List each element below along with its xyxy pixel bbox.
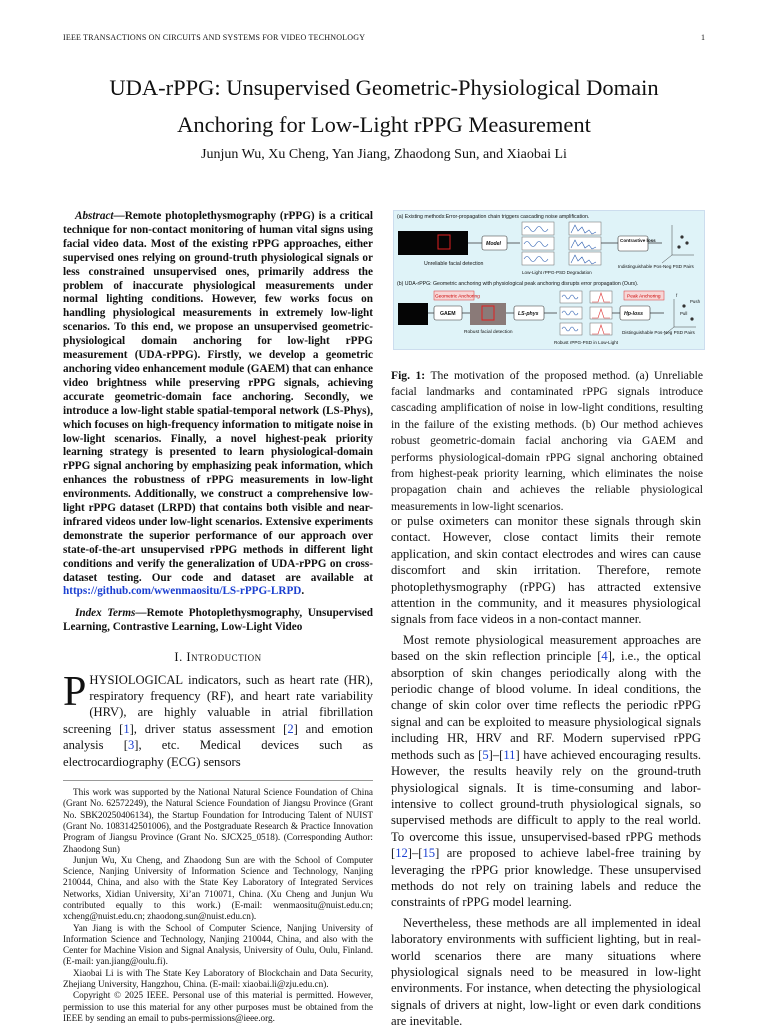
citation-link[interactable]: 3 (127, 738, 135, 753)
figure-label-a: (a) Existing methods:Error-propagation chain triggers cascading noise amplification. (397, 214, 590, 220)
code-link[interactable]: https://github.com/wwenmaositu/LS-rPPG-LRPD (63, 585, 302, 598)
section-title: Introduction (186, 650, 262, 665)
intro-text: ] have achieved encouraging results. However, the results heavily rely on the ground-truth physiological signals. It is time-consuming and labor-intensive to collect ground-truth physiological signals, so supervised methods are difficult to apply to the real world. To overcome this issue, unsupervised-based rPPG methods [ (391, 747, 701, 861)
signal-thumb (560, 291, 582, 303)
abstract-text: —Remote photoplethysmography (rPPG) is a critical technique for non-contact monitoring of human vital signs using facial video data. Most of the existing rPPG approaches, either supervised ones relying on ground-truth physiological signals or less constrained unsupervised ones, primarily address the problem of inaccurate physiological measurements under normal lighting conditions. However, few works focus on handling physiological measurements in extremely low-light scenarios. To this end, we propose an unsupervised geometric-physiological domain anchoring for low-light rPPG measurement (UDA-rPPG). Firstly, we develop a geometric anchoring video enhancement module (GAEM) that can enhance video brightness while preserving rPPG signals, achieving accurate geometric-domain face anchoring. Secondly, we introduce a low-light stable spatial-temporal network (LS-Phys), which focuses on high-frequency information to mitigate noise in low-light scenarios. Finally, a novel highest-peak priority learning strategy is presented to learn physiological-domain rPPG signal anchoring by emphasizing peak information, which enhances the robustness of rPPG measurements in low-light environments. Additionally, we construct a comprehensive low-light rPPG dataset (LRPD) that contains both visible and near-infrared videos under low-light scenarios. Extensive experiments demonstrate the superior performance of our approach over state-of-the-art unsupervised rPPG methods in different light conditions and verify the generalization of UDA-rPPG on cross-dataset testing. Our code and dataset are available at (63, 210, 373, 584)
hploss-label: Hp-loss (624, 311, 644, 317)
paper-title (60, 69, 708, 143)
robust-psd-label: Robust rPPG-PSD in Low-Light (554, 340, 619, 345)
figure-caption (391, 368, 703, 516)
citation-link[interactable]: 12 (395, 846, 408, 861)
figure-1 (393, 210, 705, 350)
gaem-label: GAEM (440, 311, 456, 317)
robust-detection-label: Robust facial detection (464, 330, 513, 335)
index-terms-text: —Remote Photoplethysmography, Unsupervised Learning, Contrastive Learning, Low-Light Video (63, 607, 373, 634)
index-terms (63, 607, 373, 635)
model-label: Model (486, 241, 501, 247)
intro-lead-word: HYSIOLOGICAL (89, 672, 184, 687)
footnote: Yan Jiang is with the School of Computer Science, Nanjing University of Information Science and Technology, Nanjing 210044, China, and also with the Center for Machine Vision and Signal Analysis, University of Oulu, Oulu, Finland. (E-mail: yan.jiang@oulu.fi). (63, 922, 373, 967)
running-header: IEEE TRANSACTIONS ON CIRCUITS AND SYSTEMS FOR VIDEO TECHNOLOGY (63, 33, 366, 42)
peak-anchoring-label: Peak Anchoring (627, 294, 661, 300)
intro-text: Most remote physiological measurement approaches are based on the skin reflection principle [ (391, 632, 701, 664)
axis-f-label: f (676, 293, 678, 298)
citation-link[interactable]: 1 (123, 721, 130, 736)
intro-text: ], i.e., the optical absorption of skin changes periodically along with the periodic change of blood volume. In ideal conditions, the change of skin color over time reflects the periodic rPPG signal and can be exploited to measure physiological signals including HR, HRV and RF. Modern supervised rPPG methods such as [ (391, 649, 701, 762)
intro-text: ], driver status assessment [ (129, 721, 288, 736)
section-heading-introduction (63, 649, 373, 665)
push-label: Push (690, 299, 701, 304)
intro-paragraph-3 (391, 632, 701, 911)
title-line-2: Anchoring for Low-Light rPPG Measurement (177, 112, 591, 137)
indistinguishable-label: Indistinguishable Pos-Neg PSD Pairs (618, 264, 694, 269)
citation-link[interactable]: 2 (287, 721, 294, 736)
citation-link[interactable]: 15 (422, 846, 436, 861)
psd-point (680, 235, 683, 238)
psd-point (685, 241, 688, 244)
psd-point (677, 245, 680, 248)
psd-axes-a (662, 225, 694, 263)
drop-cap: P (63, 668, 87, 715)
pull-label: Pull (680, 311, 688, 316)
psd-point (682, 304, 685, 307)
title-line-1: UDA-rPPG: Unsupervised Geometric-Physiological Domain (109, 75, 659, 100)
footnote: Junjun Wu, Xu Cheng, and Zhaodong Sun are with the School of Computer Science, Nanjing University of Information Science and Technology, Nanjing 210044, China, and also with the State Key Laboratory of Integrated Services Networks, Xidian University, Xi’an 710071, China. (Xu Cheng and Junjun Wu contributed equally to this work.) (E-mail: wenmaositu@nuist.edu.cn; xcheng@nuist.edu.cn; zhaodong.sun@nuist.edu.cn). (63, 854, 373, 922)
right-column (391, 513, 701, 1030)
lowlight-degradation-label: Low-Light rPPG-PSD Degradation (522, 270, 592, 275)
figure-label-b: (b) UDA-rPPG: Geometric anchoring with physiological peak anchoring disrupts error propagation (Ours). (397, 281, 639, 287)
footnote: Xiaobai Li is with The State Key Laboratory of Blockchain and Data Security, Zhejiang University, Hangzhou, China. (E-mail: xiaobai.li@zju.edu.cn). (63, 967, 373, 990)
lsphys-label: LS-phys (518, 311, 539, 317)
citation-link[interactable]: 11 (503, 747, 516, 762)
signal-thumb (560, 323, 582, 335)
abstract (63, 210, 373, 599)
dark-face-image (398, 303, 428, 325)
unreliable-detection-label: Unreliable facial detection (424, 261, 484, 267)
figure-diagram (394, 211, 704, 349)
footnote: This work was supported by the National Natural Science Foundation of China (Grant No. 62572249), the Natural Science Foundation of Jiangsu Province (Grant No. SBK20250406134), the Startup Foundation for Introducing Talent of NUIST (Grant No. 1083142501006), and the Postgraduate Research & Practice Innovation Program of Jiangsu Province (Grant No. SJCX25_0518). (Corresponding Author: Zhaodong Sun) (63, 787, 373, 854)
intro-text: ]–[ (488, 747, 504, 762)
contrastive-loss-label: Contrastive loss (620, 238, 656, 243)
intro-text: indicators, such as heart rate (HR), respiratory frequency (RF), and heart rate variability (HRV), are highly valuable in atrial fibrillation screening [ (63, 672, 373, 736)
signal-thumb (522, 222, 554, 235)
intro-paragraph-4: Nevertheless, these methods are all implemented in ideal laboratory environments with sufficient lighting, but in real-world scenarios there are many situations where physiological signals need to be measured in low-light environments. For instance, when detecting the physiological signals of drivers at night, low-light or even dark conditions are inevitable. (391, 915, 701, 1029)
intro-text: ] are proposed to achieve label-free training by leveraging the rPPG prior knowledge. These unsupervised methods do not rely on training labels and reduce the constraints of rPPG model learning. (391, 846, 701, 910)
footnote-rule (63, 780, 373, 781)
abstract-label: Abstract (75, 210, 114, 222)
intro-text: ] and emotion analysis [ (63, 721, 373, 753)
caption-label: Fig. 1: (391, 368, 426, 382)
intro-text: ], etc. Medical devices such as electrocardiography (ECG) sensors (63, 738, 373, 769)
caption-text: The motivation of the proposed method. (a) Unreliable facial landmarks and contaminated rPPG signals introduce cascading amplification of noise in low-light conditions, resulting in the failure of the existing methods. (b) Our method achieves robust geometric-domain facial anchoring via GAEM and performs physiological-domain rPPG signal anchoring obtained from highest-peak priority learning, which eliminates the noise propagation chain and achieves the reliable physiological measurements in low-light scenarios. (391, 368, 703, 513)
citation-link[interactable]: 4 (601, 649, 608, 664)
section-number: I. (174, 650, 183, 665)
intro-text: ]–[ (407, 846, 423, 861)
abstract-end: . (301, 585, 305, 598)
signal-thumb (522, 252, 554, 265)
footnote: Copyright © 2025 IEEE. Personal use of this material is permitted. However, permission to use this material for any other purposes must be obtained from the IEEE by sending an email to pubs-permissions@ieee.org. (63, 990, 373, 1023)
psd-point (690, 317, 693, 320)
signal-thumb (560, 307, 582, 319)
author-list: Junjun Wu, Xu Cheng, Yan Jiang, Zhaodong Sun, and Xiaobai Li (201, 147, 567, 162)
geometric-anchoring-label: Geometric Anchoring (435, 294, 480, 300)
distinguishable-label: Distinguishable Pos-Neg PSD Pairs (622, 330, 695, 335)
page-number: 1 (701, 33, 706, 42)
index-terms-label: Index Terms (75, 607, 136, 620)
dark-face-image (398, 231, 468, 255)
intro-paragraph-1 (63, 668, 373, 770)
intro-paragraph-2: or pulse oximeters can monitor these signals through skin contact. However, close contact limits their remote application, and skin contact electrodes and wires can cause discomfort and skin irritation. Therefore, remote photoplethysmography (rPPG) has attracted extensive attention in the community, and it measures physiological signals from face videos in a non-contact manner. (391, 514, 701, 627)
left-column (63, 210, 373, 1024)
signal-thumb (522, 237, 554, 250)
citation-link[interactable]: 5 (482, 747, 489, 762)
